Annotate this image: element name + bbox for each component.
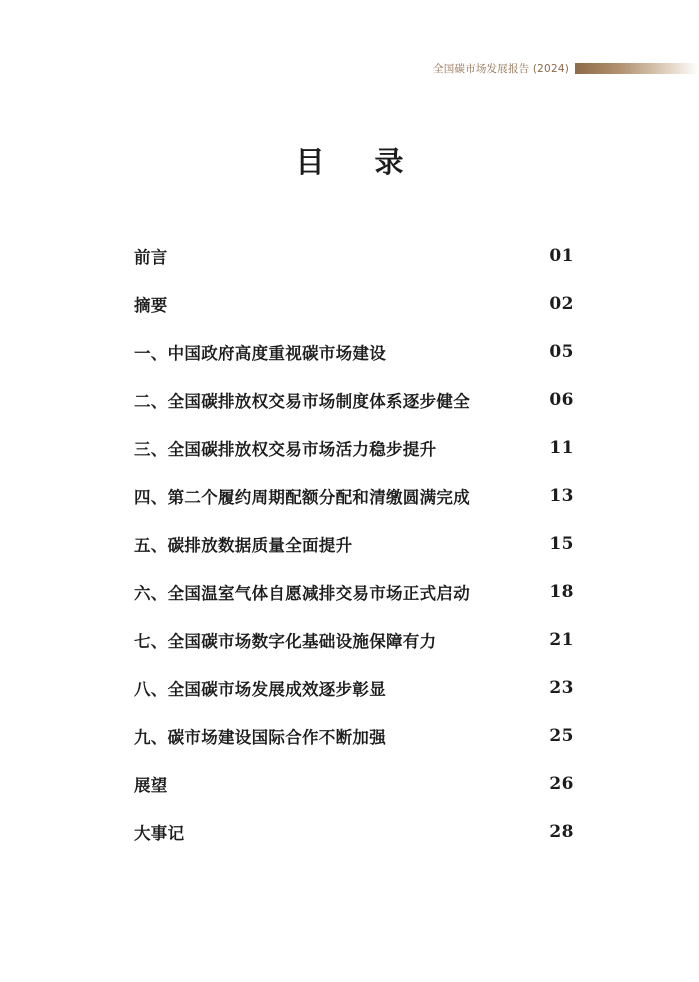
toc-entry-page: 23 [549, 678, 574, 698]
toc-entry-summary[interactable] [134, 280, 574, 328]
toc-entry-page: 13 [549, 486, 574, 506]
page-title: 目 录 [295, 145, 424, 179]
toc-entry-page: 11 [549, 438, 574, 458]
toc-entry-label: 前言 [134, 248, 168, 267]
toc-entry-label: 八、全国碳市场发展成效逐步彰显 [134, 680, 386, 699]
toc-entry-preface[interactable] [134, 232, 574, 280]
toc-entry-page: 21 [549, 630, 574, 650]
toc-entry-page: 28 [549, 822, 574, 842]
page-header [0, 59, 699, 79]
toc-entry-label: 一、中国政府高度重视碳市场建设 [134, 344, 386, 363]
toc-entry-page: 26 [549, 774, 574, 794]
toc-entry-page: 05 [549, 342, 574, 362]
toc-entry-page: 01 [549, 246, 574, 266]
toc-entry-label: 大事记 [134, 824, 185, 843]
toc-entry-label: 三、全国碳排放权交易市场活力稳步提升 [134, 440, 437, 459]
table-of-contents [134, 232, 574, 856]
toc-entry-page: 18 [549, 582, 574, 602]
toc-entry-outlook[interactable] [134, 760, 574, 808]
toc-entry-label: 九、碳市场建设国际合作不断加强 [134, 728, 386, 747]
toc-entry-page: 25 [549, 726, 574, 746]
toc-entry-chapter-5[interactable] [134, 520, 574, 568]
toc-entry-chapter-8[interactable] [134, 664, 574, 712]
toc-entry-chapter-1[interactable] [134, 328, 574, 376]
toc-entry-label: 六、全国温室气体自愿减排交易市场正式启动 [134, 584, 470, 603]
toc-entry-chapter-2[interactable] [134, 376, 574, 424]
toc-entry-label: 五、碳排放数据质量全面提升 [134, 536, 353, 555]
toc-entry-chapter-6[interactable] [134, 568, 574, 616]
toc-entry-chapter-9[interactable] [134, 712, 574, 760]
report-running-title: 全国碳市场发展报告 (2024) [433, 63, 569, 75]
toc-entry-label: 四、第二个履约周期配额分配和清缴圆满完成 [134, 488, 470, 507]
toc-entry-page: 06 [549, 390, 574, 410]
toc-entry-chapter-4[interactable] [134, 472, 574, 520]
toc-entry-chapter-7[interactable] [134, 616, 574, 664]
toc-entry-label: 展望 [134, 776, 168, 795]
header-accent-bar [575, 63, 699, 74]
toc-entry-chapter-3[interactable] [134, 424, 574, 472]
toc-entry-page: 02 [549, 294, 574, 314]
toc-entry-label: 二、全国碳排放权交易市场制度体系逐步健全 [134, 392, 470, 411]
toc-entry-label: 摘要 [134, 296, 168, 315]
toc-entry-chronicle[interactable] [134, 808, 574, 856]
toc-entry-page: 15 [549, 534, 574, 554]
toc-entry-label: 七、全国碳市场数字化基础设施保障有力 [134, 632, 437, 651]
